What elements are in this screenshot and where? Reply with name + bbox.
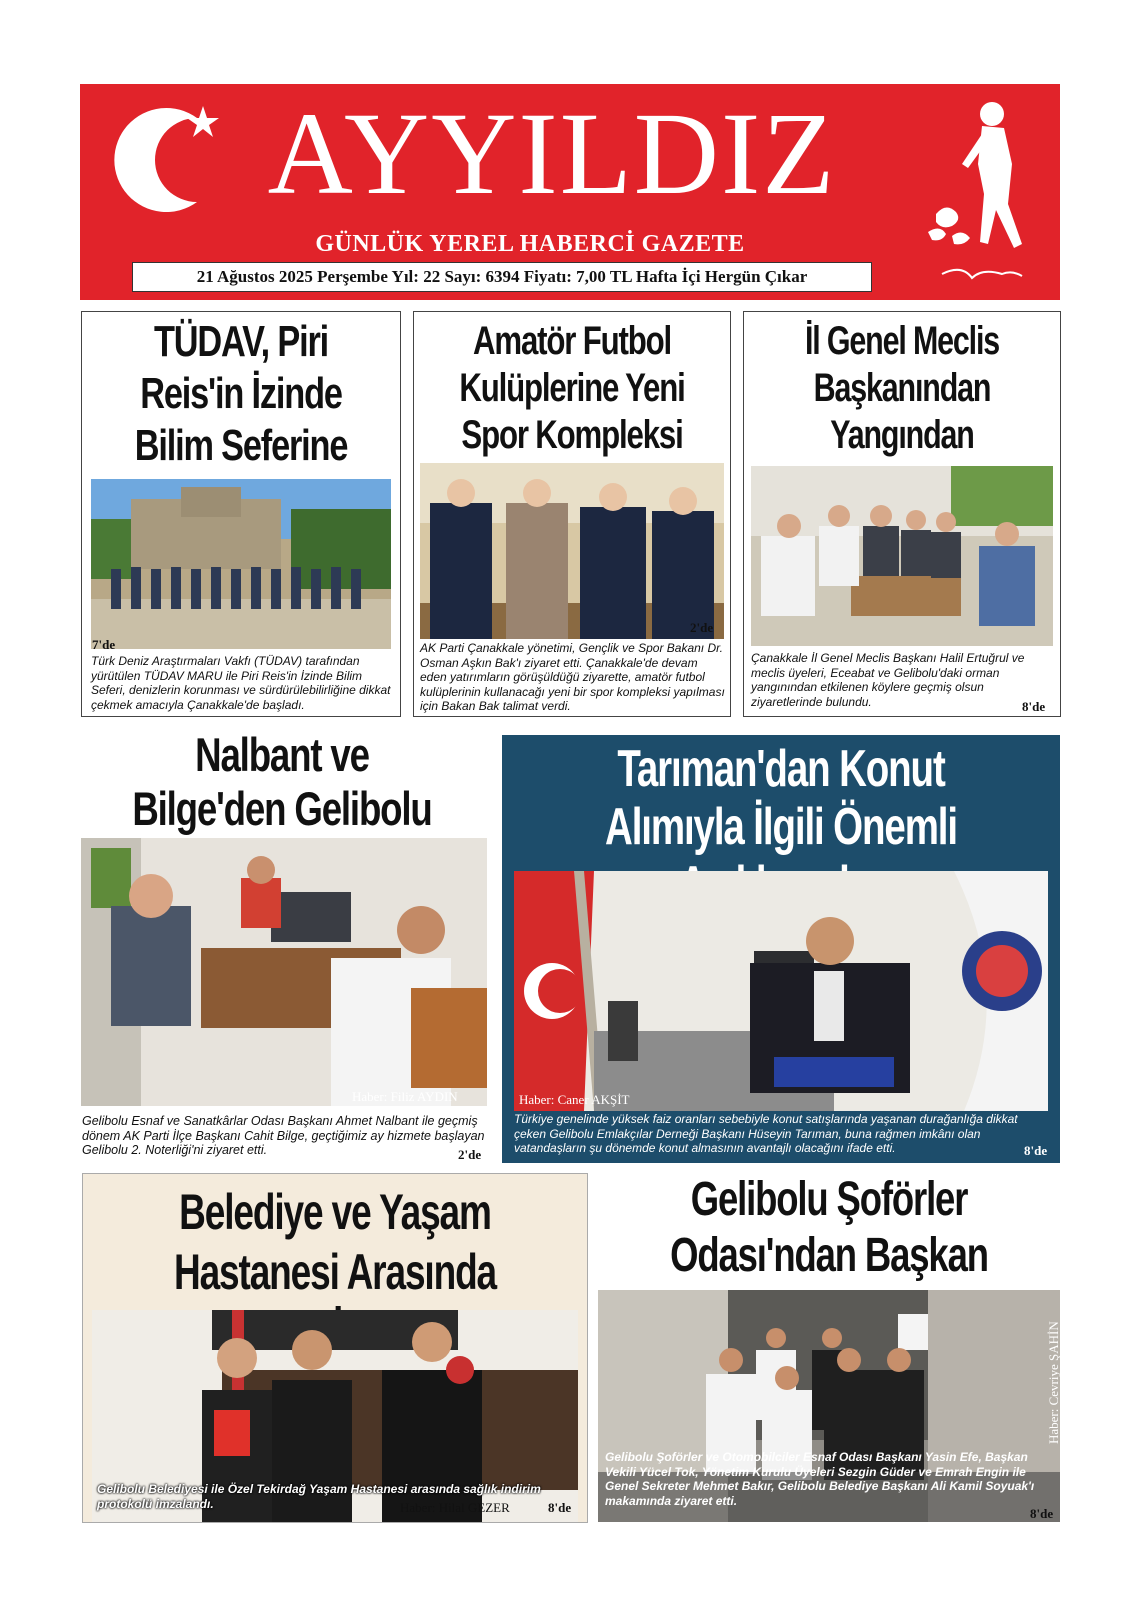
headline-tariman: Tarıman'dan Konut Alımıyla İlgili Önemli bbox=[605, 740, 957, 856]
page-ref-tudav: 7'de bbox=[92, 637, 116, 652]
caption-tudav: Türk Deniz Araştırmaları Vakfı (TÜDAV) tarafından yürütülen TÜDAV MARU ile Piri Reis'in İzinde Bilim Seferi, denizlerin korunması ve sürdürülebilirliğine dikkat çekmek amacıyla Çanakkale'de başladı. bbox=[91, 654, 391, 712]
caption-amator-futbol: AK Parti Çanakkale yönetimi, Gençlik ve Spor Bakanı Dr. Osman Aşkın Bak'ı ziyaret etti. Çanakkale'de devam eden yatırımların görüşüldüğü ziyarette, amatör futbol kulüplerinin kullanacağı yeni bir spor kompleksi yapılması için Bakan Bak talimat verdi. bbox=[420, 641, 725, 713]
headline-amator-futbol: Amatör Futbol Kulüplerine Yeni Spor Kompleksi bbox=[459, 319, 685, 457]
credit-nalbant-bilge: Haber: Filiz AYDIN bbox=[352, 1089, 458, 1104]
credit-yasam-hastanesi: Haber: Hilal GEZER bbox=[400, 1500, 510, 1515]
caption-il-genel-meclis: Çanakkale İl Genel Meclis Başkanı Halil Ertuğrul ve meclis üyeleri, Eceabat ve Gelibolu'daki orman yangınından etkilenen köylere geçmiş olsun ziyaretlerinde bulundu. bbox=[751, 651, 1025, 709]
photo-nalbant-bilge bbox=[81, 838, 487, 1106]
caption-tariman: Türkiye genelinde yüksek faiz oranları sebebiyle konut satışlarında yaşanan durağanlığa dikkat çeken Gelibolu Emlakçılar Derneği Başkanı Hüseyin Tarıman, buna rağmen imkânı olan vatandaşların şu dönemde konut almasının avantajlı olacağını ifade etti. bbox=[514, 1112, 1018, 1155]
headline-nalbant-bilge: Nalbant ve Bilge'den Gelibolu bbox=[132, 728, 432, 835]
page-ref-tariman: 8'de bbox=[1024, 1143, 1048, 1158]
page-ref-yasam-hastanesi: 8'de bbox=[548, 1500, 572, 1515]
credit-soforler: Haber: Cevriye ŞAHİN bbox=[1046, 1321, 1061, 1444]
photo-tudav bbox=[91, 479, 391, 649]
page-ref-amator-futbol: 2'de bbox=[690, 620, 714, 635]
headline-tudav: TÜDAV, Piri Reis'in İzinde Bilim Seferine bbox=[134, 317, 348, 470]
issue-info-bar bbox=[132, 262, 872, 292]
caption-soforler: Gelibolu Şoförler ve Otomobilciler Esnaf Odası Başkanı Yasin Efe, Başkan Vekili Yücel Tok, Yönetim Kurulu Üyeleri Sezgin Güder ve Emrah Engin ile Genel Sekreter Mehmet Bakır, Gelibolu Belediye Başkanı Ali Kamil Soyuak'ı makamında ziyaret etti. bbox=[605, 1450, 1035, 1508]
ataturk-silhouette-icon bbox=[922, 94, 1042, 294]
headline-il-genel-meclis: İl Genel Meclis Başkanından Yangından bbox=[804, 319, 1000, 457]
caption-nalbant-bilge: Gelibolu Esnaf ve Sanatkârlar Odası Başkanı Ahmet Nalbant ile geçmiş dönem AK Parti İlçe Başkanı Cahit Bilge, geçtiğimiz ay hizmete başlayan Gelibolu 2. Noterliği'ni ziyaret etti. bbox=[82, 1114, 485, 1157]
issue-info-text: 21 Ağustos 2025 Perşembe Yıl: 22 Sayı: 6394 Fiyatı: 7,00 TL Hafta İçi Hergün Çıkar bbox=[196, 267, 808, 286]
photo-tariman bbox=[514, 871, 1048, 1111]
masthead-subtitle: GÜNLÜK YEREL HABERCİ GAZETE bbox=[315, 231, 745, 257]
page-ref-il-genel-meclis: 8'de bbox=[1022, 699, 1046, 714]
headline-soforler: Gelibolu Şoförler Odası'ndan Başkan bbox=[670, 1173, 988, 1282]
headline-yasam-hastanesi: Belediye ve Yaşam Hastanesi Arasında bbox=[173, 1184, 497, 1300]
page-ref-soforler: 8'de bbox=[1030, 1506, 1054, 1521]
photo-amator-futbol bbox=[420, 463, 724, 639]
masthead bbox=[80, 84, 1060, 300]
caption-yasam-hastanesi: Gelibolu Belediyesi ile Özel Tekirdağ Yaşam Hastanesi arasında sağlık indirim protokolü imzalandı. bbox=[97, 1482, 541, 1511]
photo-il-genel-meclis bbox=[751, 466, 1053, 646]
credit-tariman: Haber: Caner AKŞİT bbox=[519, 1092, 630, 1107]
masthead-title: AYYILDIZ bbox=[267, 88, 837, 219]
page-ref-nalbant-bilge: 2'de bbox=[458, 1147, 482, 1162]
